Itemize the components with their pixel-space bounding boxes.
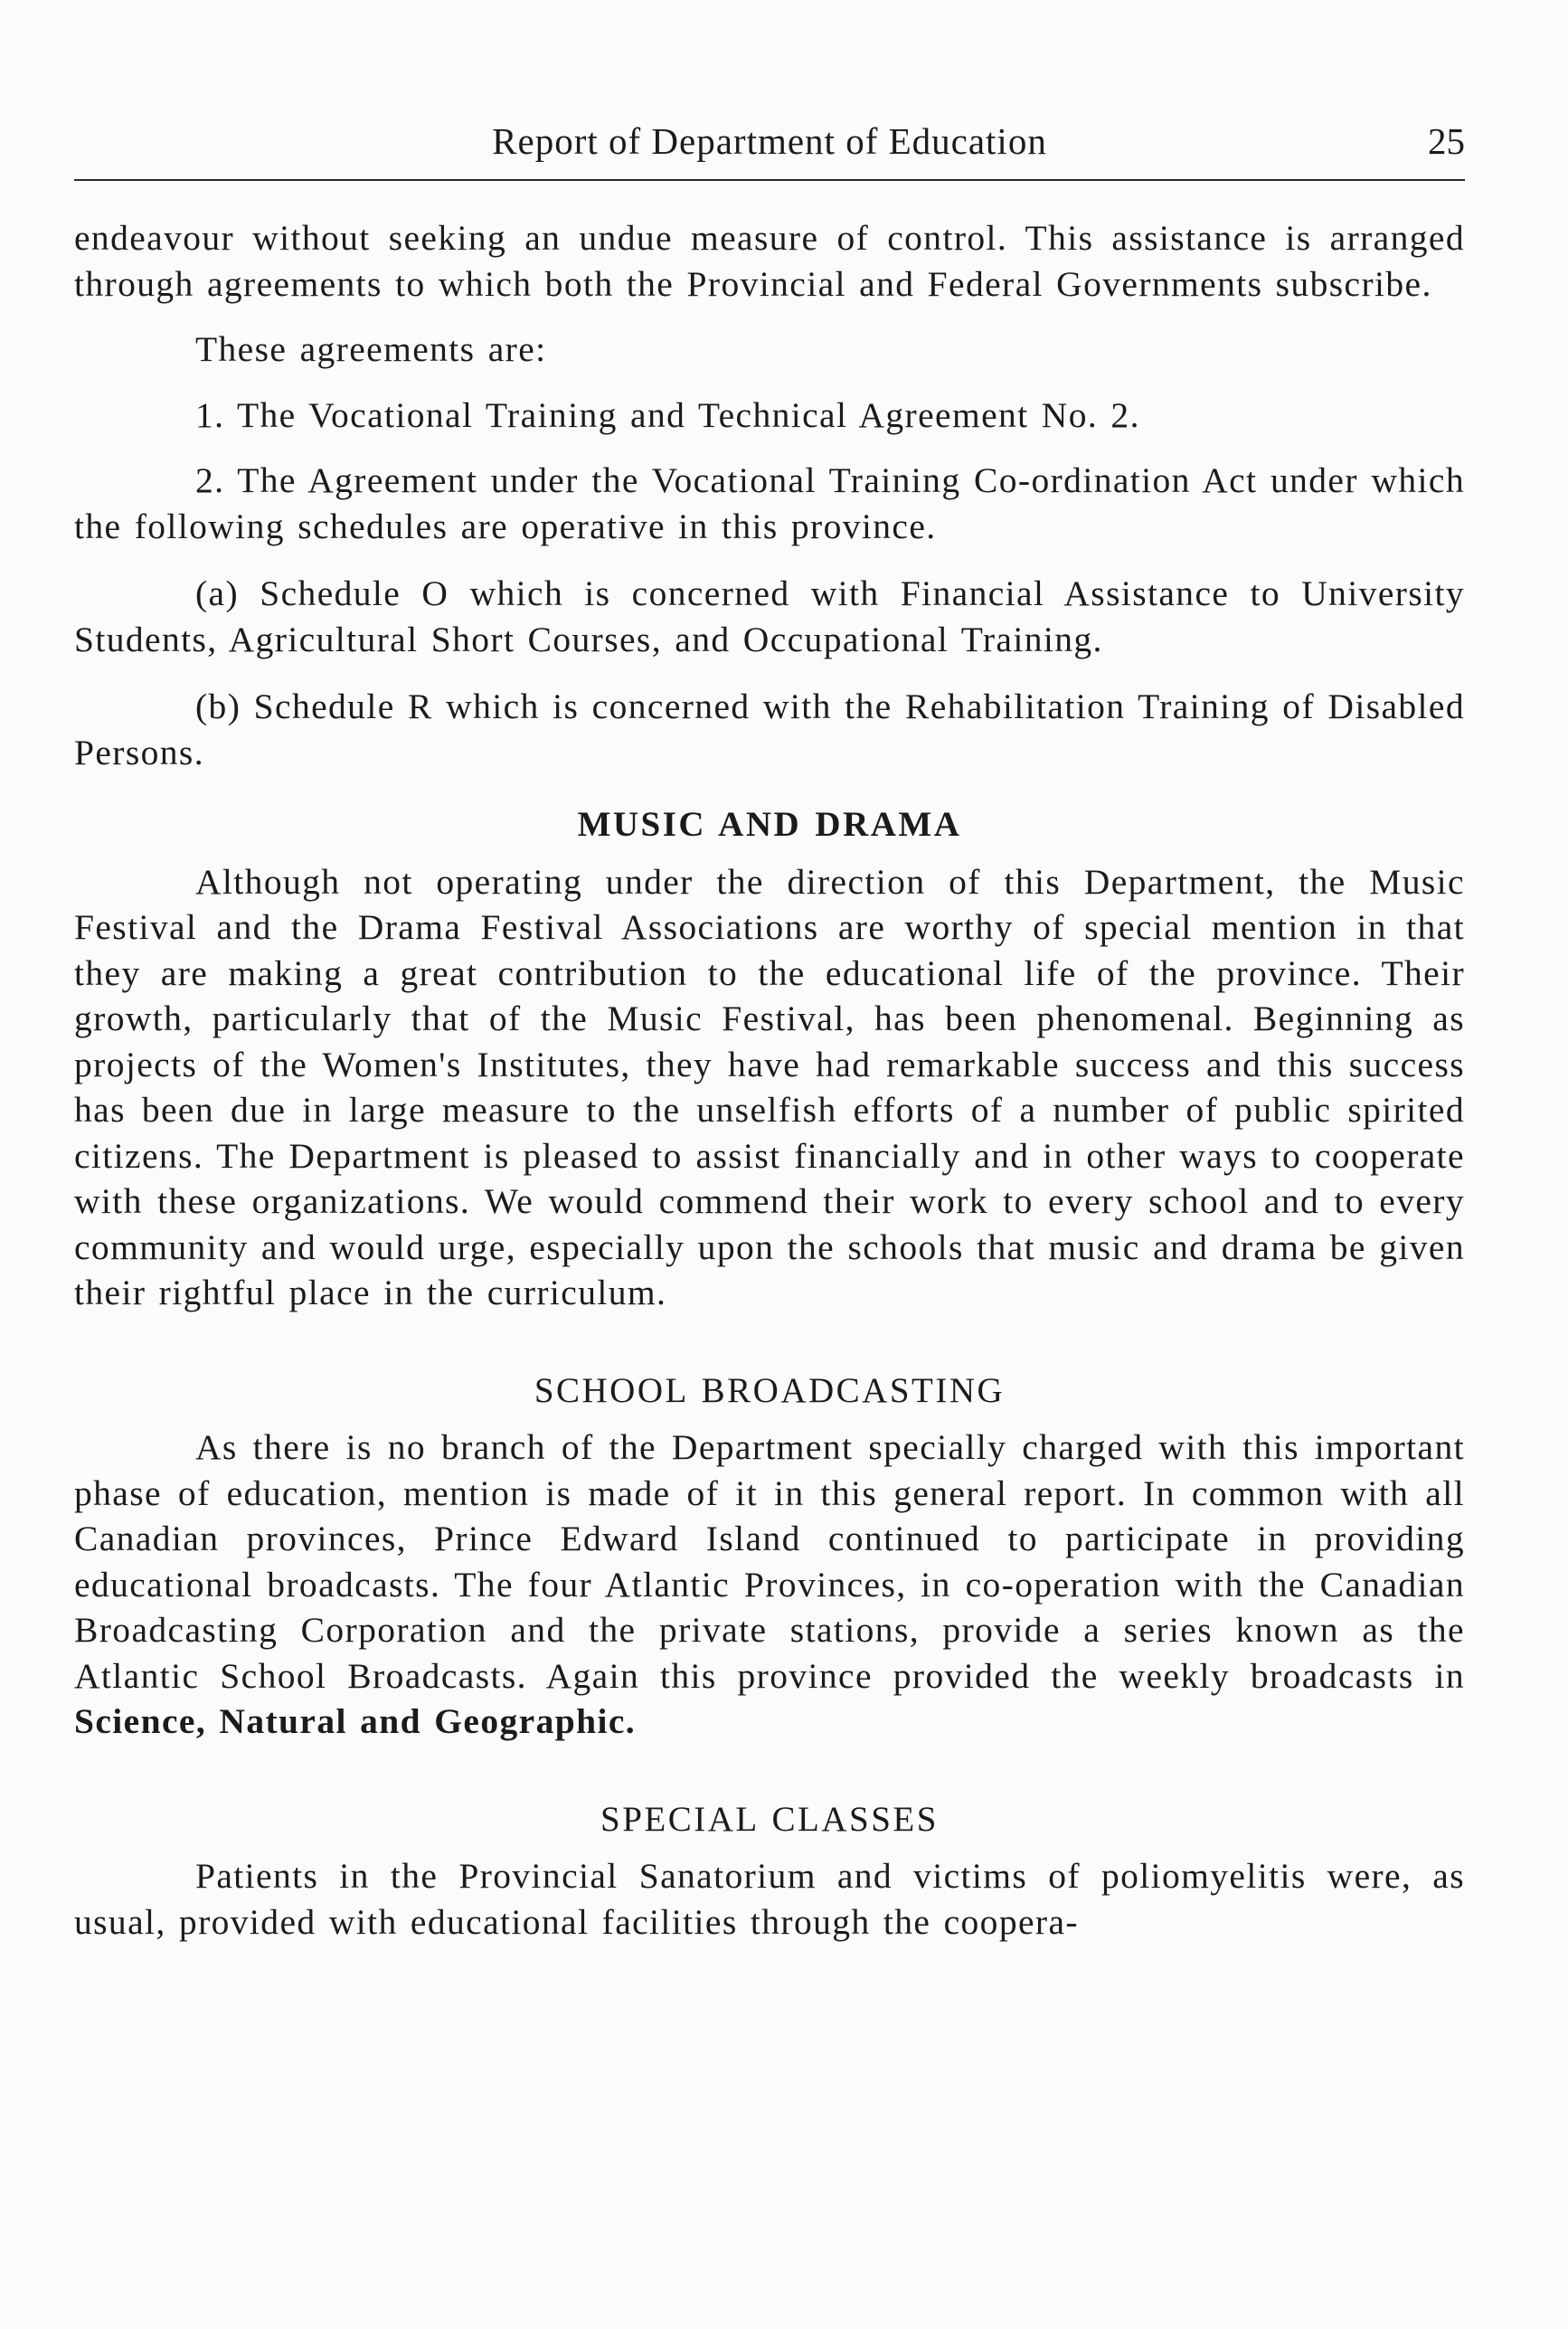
paragraph-agreements-intro: These agreements are: <box>195 329 547 369</box>
section-heading-special-classes: SPECIAL CLASSES <box>600 1799 939 1839</box>
broadcasting-subjects: Science, Natural and Geographic. <box>74 1701 637 1741</box>
section-heading-school-broadcasting: SCHOOL BROADCASTING <box>534 1370 1006 1410</box>
paragraph-continuation: endeavour without seeking an undue measure of control. This assistance is arranged through agreements to which both the Provincial and Federal Governments subscribe. <box>74 218 1465 304</box>
running-header <box>74 114 1465 177</box>
broadcasting-text: As there is no branch of the Department specially charged with this important phase of education, mention is made of it in this general report. In common with all Canadian provinces, Prince Edward Island continued to participate in providing educational broadcasts. The four Atlantic Provinces, in co-operation with the Canadian Broadcasting Corporation and the private stations, provide a series known as the Atlantic School Broadcasts. Again this province provided the weekly broadcasts in <box>74 1427 1465 1696</box>
header-divider <box>74 179 1465 181</box>
page-number: 25 <box>1428 120 1465 162</box>
paragraph-school-broadcasting <box>74 1425 1465 1745</box>
list-item-schedule-r: (b) Schedule R which is concerned with the Rehabilitation Training of Disabled Persons. <box>74 686 1465 772</box>
list-item-agreement-1: 1. The Vocational Training and Technical Agreement No. 2. <box>195 394 1140 435</box>
paragraph-music-drama: Although not operating under the direction of this Department, the Music Festival and the Drama Festival Associations are worthy of special mention in that they are making a great contribution to the educational life of the province. Their growth, particularly that of the Music Festival, has been phenomenal. Beginning as projects of the Women's Institutes, they have had remarkable success and this success has been due in large measure to the unselfish efforts of a number of public spirited citizens. The Department is pleased to assist financially and in other ways to cooperate with these organizations. We would commend their work to every school and to every community and would urge, especially upon the schools that music and drama be given their rightful place in the curriculum. <box>74 861 1465 1312</box>
list-item-agreement-2: 2. The Agreement under the Vocational Training Co-ordination Act under which the following schedules are operative in this province. <box>74 460 1465 546</box>
section-heading-music-drama: MUSIC AND DRAMA <box>577 805 962 844</box>
list-item-schedule-o: (a) Schedule O which is concerned with Financial Assistance to University Students, Agricultural Short Courses, and Occupational Training. <box>74 573 1465 659</box>
paragraph-special-classes: Patients in the Provincial Sanatorium and victims of poliomyelitis were, as usual, provided with educational facilities through the coopera- <box>74 1856 1465 1942</box>
page-body <box>74 215 1465 1945</box>
header-title: Report of Department of Education <box>492 120 1047 162</box>
